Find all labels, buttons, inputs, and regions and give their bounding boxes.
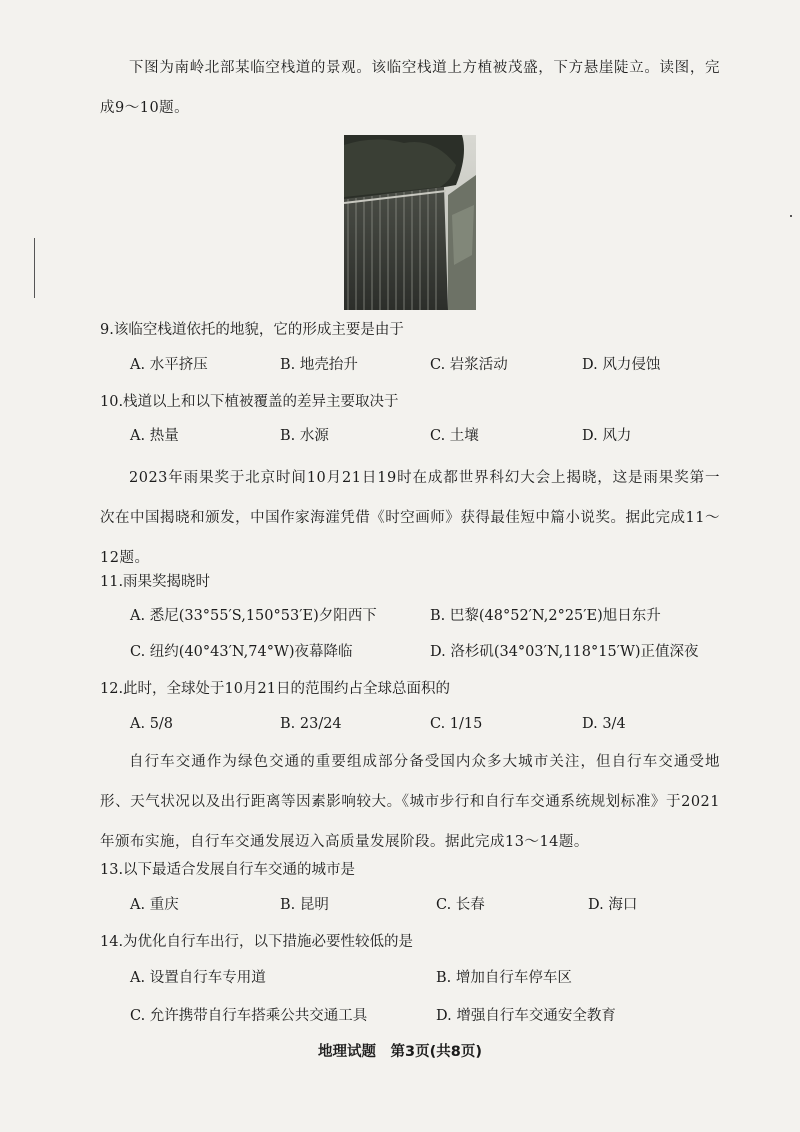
question-11-option-c[interactable]: C. 纽约(40°43′N,74°W)夜幕降临 (130, 644, 353, 660)
intro-questions-11-12: 2023年雨果奖于北京时间10月21日19时在成都世界科幻大会上揭晓，这是雨果奖第一次在中国揭晓和颁发，中国作家海漄凭借《时空画师》获得最佳短中篇小说奖。据此完成11～12题。 (100, 470, 720, 566)
scan-dust-mark (790, 215, 792, 217)
scan-edge-mark (34, 238, 35, 298)
photo-drawing (344, 135, 476, 310)
question-11-option-a[interactable]: A. 悉尼(33°55′S,150°53′E)夕阳西下 (130, 608, 377, 624)
cliff-walkway-photo (344, 135, 476, 310)
question-10-option-b[interactable]: B. 水源 (280, 428, 329, 444)
question-9-options (130, 353, 750, 377)
question-11-options-row1 (130, 604, 750, 628)
question-12-stem: 12.此时，全球处于10月21日的范围约占全球总面积的 (100, 681, 450, 697)
question-9-option-c[interactable]: C. 岩浆活动 (430, 357, 508, 373)
question-14-option-b[interactable]: B. 增加自行车停车区 (436, 970, 572, 986)
question-10-option-a[interactable]: A. 热量 (130, 428, 179, 444)
question-14-option-a[interactable]: A. 设置自行车专用道 (130, 970, 266, 986)
question-10-option-c[interactable]: C. 土壤 (430, 428, 479, 444)
question-12-option-c[interactable]: C. 1/15 (430, 716, 483, 732)
question-13-option-d[interactable]: D. 海口 (588, 897, 638, 913)
question-9-stem: 9.该临空栈道依托的地貌，它的形成主要是由于 (100, 322, 404, 338)
question-13-stem: 13.以下最适合发展自行车交通的城市是 (100, 862, 356, 878)
question-12-option-a[interactable]: A. 5/8 (130, 716, 174, 732)
question-12-option-d[interactable]: D. 3/4 (582, 716, 626, 732)
question-13-option-a[interactable]: A. 重庆 (130, 897, 179, 913)
question-10-option-d[interactable]: D. 风力 (582, 428, 632, 444)
question-10-stem: 10.栈道以上和以下植被覆盖的差异主要取决于 (100, 394, 399, 410)
question-13-option-b[interactable]: B. 昆明 (280, 897, 329, 913)
question-11-stem: 11.雨果奖揭晓时 (100, 574, 211, 590)
question-14-options-row2 (130, 1004, 750, 1028)
page-footer: 地理试题 第3页(共8页) (318, 1044, 482, 1060)
question-9-option-d[interactable]: D. 风力侵蚀 (582, 357, 661, 373)
question-14-options-row1 (130, 966, 750, 990)
question-14-option-c[interactable]: C. 允许携带自行车搭乘公共交通工具 (130, 1008, 368, 1024)
question-11-option-b[interactable]: B. 巴黎(48°52′N,2°25′E)旭日东升 (430, 608, 661, 624)
question-10-options (130, 424, 750, 448)
question-9-option-a[interactable]: A. 水平挤压 (130, 357, 208, 373)
question-11-options-row2 (130, 640, 750, 664)
question-11-option-d[interactable]: D. 洛杉矶(34°03′N,118°15′W)正值深夜 (430, 644, 699, 660)
intro-questions-9-10: 下图为南岭北部某临空栈道的景观。该临空栈道上方植被茂盛，下方悬崖陡立。读图，完成9～10题。 (100, 60, 720, 116)
question-14-option-d[interactable]: D. 增强自行车交通安全教育 (436, 1008, 616, 1024)
question-12-option-b[interactable]: B. 23/24 (280, 716, 342, 732)
question-14-stem: 14.为优化自行车出行，以下措施必要性较低的是 (100, 934, 414, 950)
question-9-option-b[interactable]: B. 地壳抬升 (280, 357, 358, 373)
question-12-options (130, 712, 750, 736)
question-13-option-c[interactable]: C. 长春 (436, 897, 485, 913)
intro-questions-13-14: 自行车交通作为绿色交通的重要组成部分备受国内众多大城市关注，但自行车交通受地形、天气状况以及出行距离等因素影响较大。《城市步行和自行车交通系统规划标准》于2021年颁布实施，自行车交通发展迈入高质量发展阶段。据此完成13～14题。 (100, 754, 720, 850)
question-13-options (130, 893, 750, 917)
